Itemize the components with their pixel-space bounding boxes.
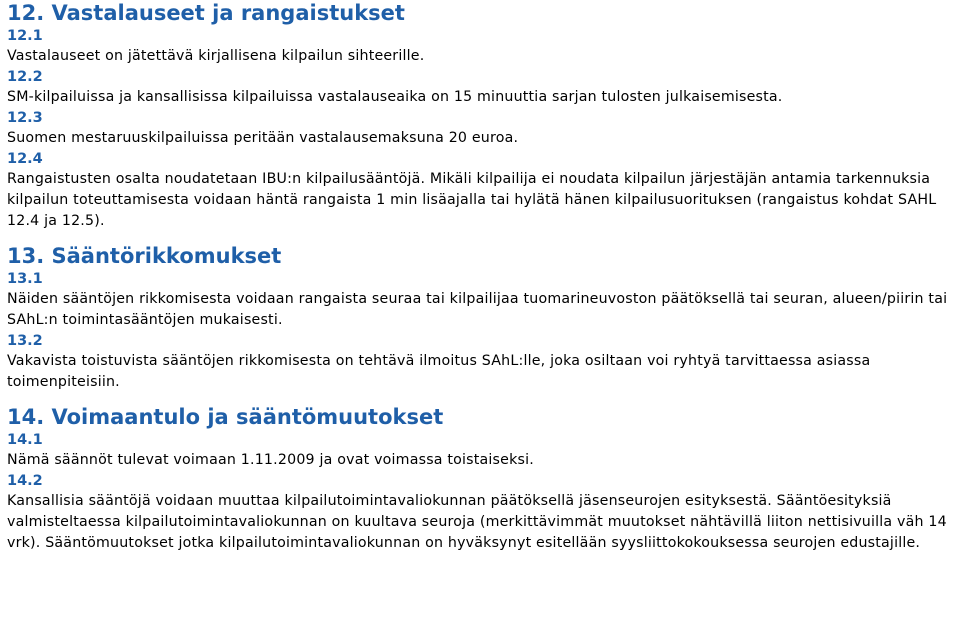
section-spacer: [7, 393, 957, 404]
clause-number: 13.1: [7, 271, 43, 287]
section-title-12: 12. Vastalauseet ja rangaistukset: [7, 1, 405, 25]
section-title-14: 14. Voimaantulo ja sääntömuutokset: [7, 405, 444, 429]
clause-number: 12.1: [7, 28, 43, 44]
clause-text: Vakavista toistuvista sääntöjen rikkomisesta on tehtävä ilmoitus SAhL:lle, joka osiltaan voi ryhtyä tarvittaessa asiassa toimenpiteisiin.: [7, 353, 871, 390]
clause-text: Suomen mestaruuskilpailuissa peritään vastalausemaksuna 20 euroa.: [7, 130, 519, 146]
clause-text: Kansallisia sääntöjä voidaan muuttaa kilpailutoimintavaliokunnan päätöksellä jäsenseurojen esityksestä. Sääntöesityksiä valmisteltaessa kilpailutoimintavaliokunnan on kuultava seuroja (merkittävimmät muutokset nähtävillä liiton nettisivuilla väh 14 vrk). Sääntömuutokset jotka kilpailutoimintavaliokunnan on hyväksynyt esitellään syysliittokokouksessa seurojen edustajille.: [7, 493, 947, 551]
clause-number: 13.2: [7, 333, 43, 349]
clause-text: Nämä säännöt tulevat voimaan 1.11.2009 ja ovat voimassa toistaiseksi.: [7, 452, 534, 468]
section-title-13: 13. Sääntörikkomukset: [7, 244, 282, 268]
clause-number: 14.1: [7, 432, 43, 448]
clause-text: SM-kilpailuissa ja kansallisissa kilpailuissa vastalauseaika on 15 minuuttia sarjan tulosten julkaisemisesta.: [7, 89, 783, 105]
clause-number: 12.3: [7, 110, 43, 126]
clause-text: Vastalauseet on jätettävä kirjallisena kilpailun sihteerille.: [7, 48, 425, 64]
clause-number: 12.4: [7, 151, 43, 167]
clause-number: 12.2: [7, 69, 43, 85]
clause-text: Rangaistusten osalta noudatetaan IBU:n kilpailusääntöjä. Mikäli kilpailija ei noudata kilpailun järjestäjän antamia tarkennuksia kilpailun toteuttamisesta voidaan häntä rangaista 1 min lisäajalla tai hylätä hänen kilpailusuorituksen (rangaistus kohdat SAHL 12.4 ja 12.5).: [7, 171, 937, 229]
clause-number: 14.2: [7, 473, 43, 489]
document-page: [7, 0, 957, 554]
clause-text: Näiden sääntöjen rikkomisesta voidaan rangaista seuraa tai kilpailijaa tuomarineuvoston päätöksellä tai seuran, alueen/piirin tai SAhL:n toimintasääntöjen mukaisesti.: [7, 291, 948, 328]
section-spacer: [7, 232, 957, 243]
